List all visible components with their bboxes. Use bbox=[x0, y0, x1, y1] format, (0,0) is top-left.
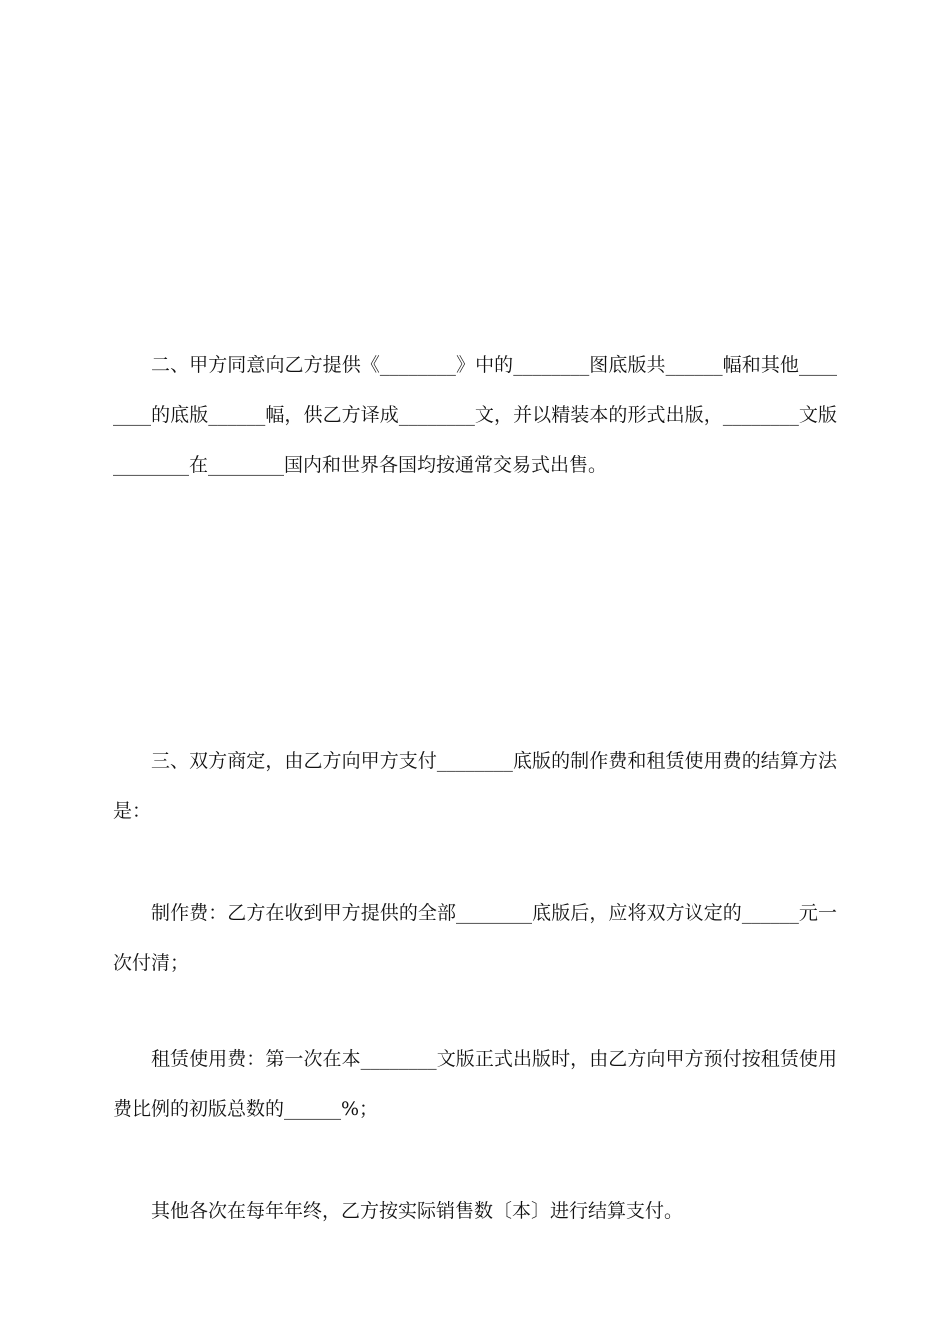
rental-fee-paragraph: 租赁使用费：第一次在本________文版正式出版时，由乙方向甲方预付按租赁使用费比例的初版总数的______%； bbox=[113, 1048, 837, 1120]
annual-settlement-paragraph: 其他各次在每年年终，乙方按实际销售数〔本〕进行结算支付。 bbox=[151, 1200, 684, 1222]
clause-three-paragraph: 三、双方商定，由乙方向甲方支付________底版的制作费和租赁使用费的结算方法是： bbox=[113, 750, 837, 822]
production-fee-paragraph: 制作费：乙方在收到甲方提供的全部________底版后，应将双方议定的______元一次付清； bbox=[113, 902, 837, 974]
clause-two-paragraph: 二、甲方同意向乙方提供《________》中的________图底版共______幅和其他________的底版______幅，供乙方译成________文，并以精装本的形式出版，________文版________在________国内和世界各国均按通常交易式出售。 bbox=[113, 354, 837, 476]
